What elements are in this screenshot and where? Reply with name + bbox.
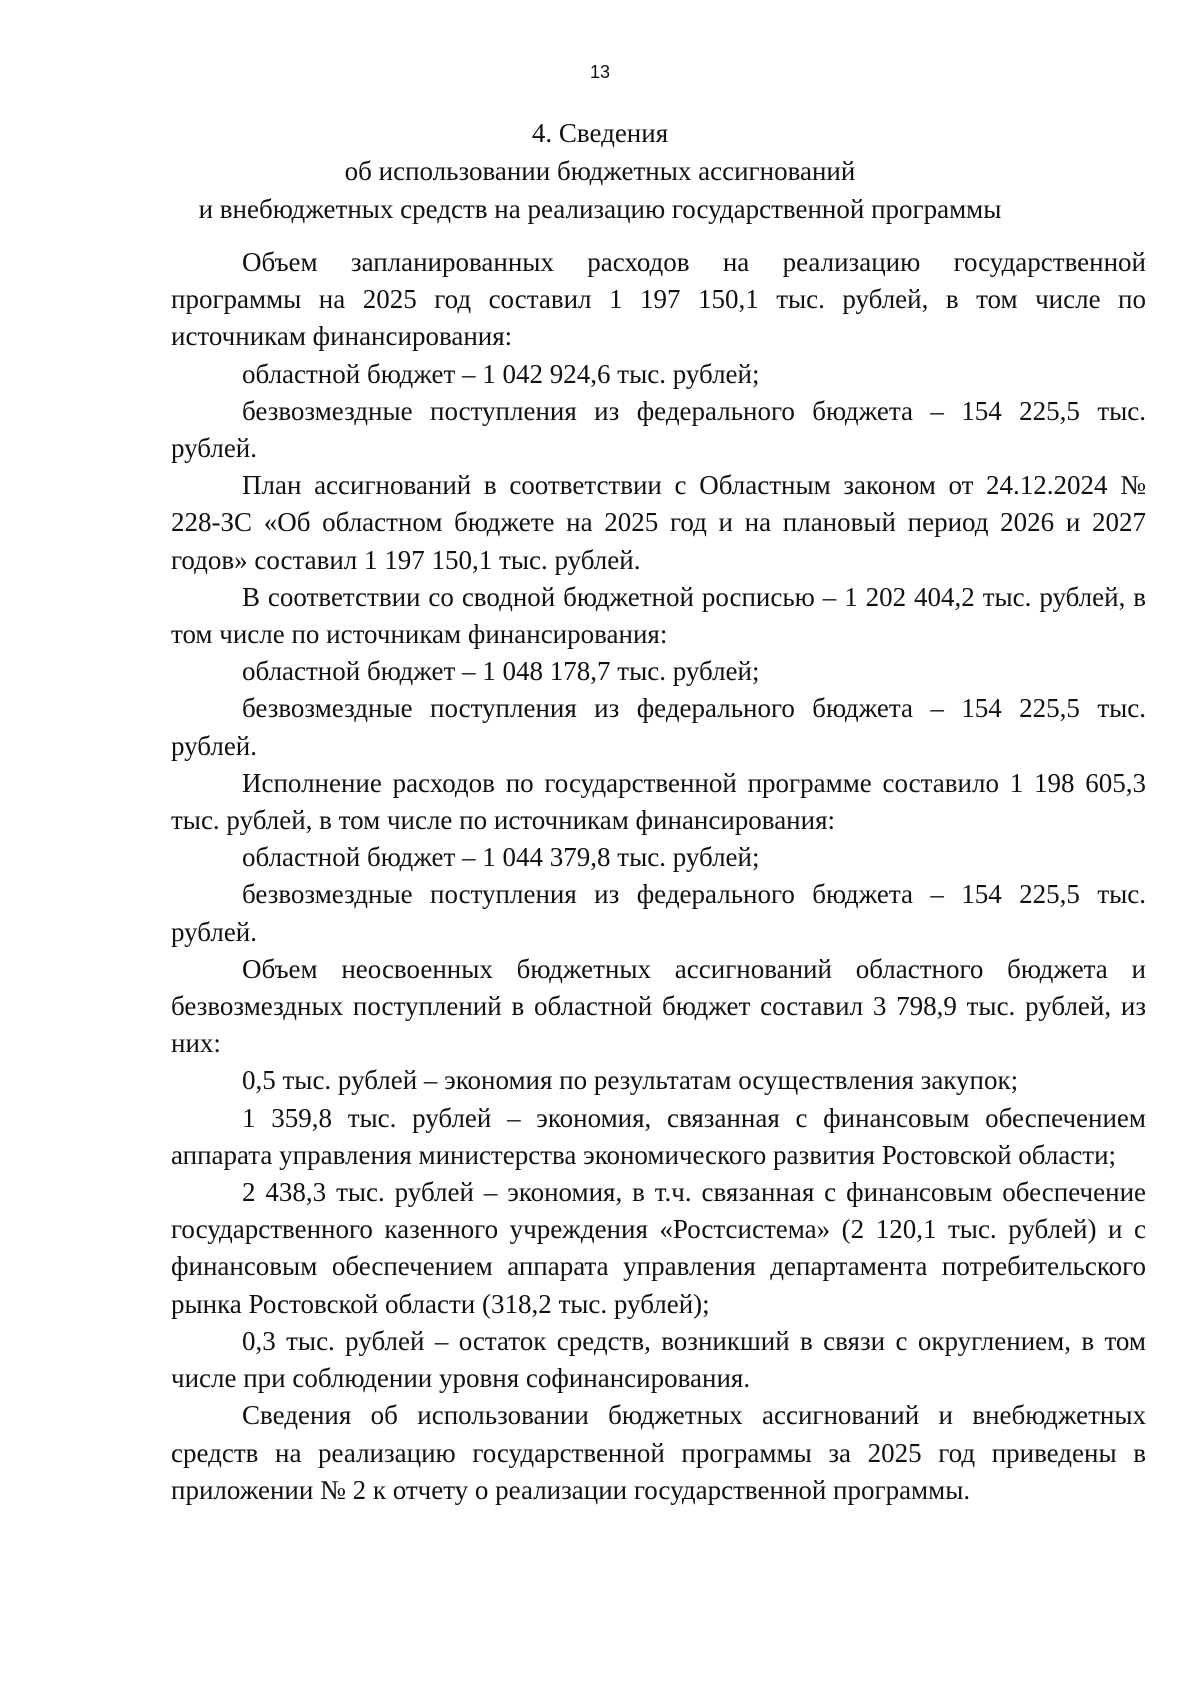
paragraph: 2 438,3 тыс. рублей – экономия, в т.ч. связанная с финансовым обеспечение государственного казенного учреждения «Ростсистема» (2 120,1 тыс. рублей) и с финансовым обеспечением аппарата управления департамента потребительского рынка Ростовской области (318,2 тыс. рублей); <box>171 1177 1146 1319</box>
section-heading-line-3: и внебюджетных средств на реализацию государственной программы <box>198 194 1002 224</box>
paragraph: В соответствии со сводной бюджетной росписью – 1 202 404,2 тыс. рублей, в том числе по источникам финансирования: <box>171 581 1146 650</box>
paragraph: безвозмездные поступления из федерального бюджета – 154 225,5 тыс. рублей. <box>171 693 1146 761</box>
section-heading-line-1: 4. Сведения <box>531 118 669 148</box>
paragraph: областной бюджет – 1 044 379,8 тыс. рублей; <box>242 842 760 873</box>
paragraph: Объем неосвоенных бюджетных ассигнований областного бюджета и безвозмездных поступлений в областной бюджет составил 3 798,9 тыс. рублей, из них: <box>171 953 1146 1059</box>
document-body <box>171 244 1146 1509</box>
paragraph: областной бюджет – 1 042 924,6 тыс. рублей; <box>242 358 760 389</box>
paragraph: 1 359,8 тыс. рублей – экономия, связанная с финансовым обеспечением аппарата управления министерства экономического развития Ростовской области; <box>171 1102 1146 1170</box>
paragraph: 0,5 тыс. рублей – экономия по результатам осуществления закупок; <box>242 1065 1019 1096</box>
paragraph: областной бюджет – 1 048 178,7 тыс. рублей; <box>242 656 760 687</box>
page-number: 13 <box>589 62 611 82</box>
paragraph: Исполнение расходов по государственной программе составило 1 198 605,3 тыс. рублей, в том числе по источникам финансирования: <box>171 767 1146 836</box>
section-heading <box>0 114 1200 228</box>
paragraph: Объем запланированных расходов на реализацию государственной программы на 2025 год составил 1 197 150,1 тыс. рублей, в том числе по источникам финансирования: <box>171 247 1146 352</box>
paragraph: 0,3 тыс. рублей – остаток средств, возникший в связи с округлением, в том числе при соблюдении уровня софинансирования. <box>171 1325 1146 1394</box>
paragraph: безвозмездные поступления из федерального бюджета – 154 225,5 тыс. рублей. <box>171 879 1146 947</box>
paragraph: План ассигнований в соответствии с Областным законом от 24.12.2024 № 228-ЗС «Об областном бюджете на 2025 год и на плановый период 2026 и 2027 годов» составил 1 197 150,1 тыс. рублей. <box>171 470 1146 575</box>
section-heading-line-2: об использовании бюджетных ассигнований <box>344 156 856 186</box>
paragraph: Сведения об использовании бюджетных ассигнований и внебюджетных средств на реализацию государственной программы за 2025 год приведены в приложении № 2 к отчету о реализации государственной программы. <box>171 1400 1146 1505</box>
paragraph: безвозмездные поступления из федерального бюджета – 154 225,5 тыс. рублей. <box>171 395 1146 464</box>
